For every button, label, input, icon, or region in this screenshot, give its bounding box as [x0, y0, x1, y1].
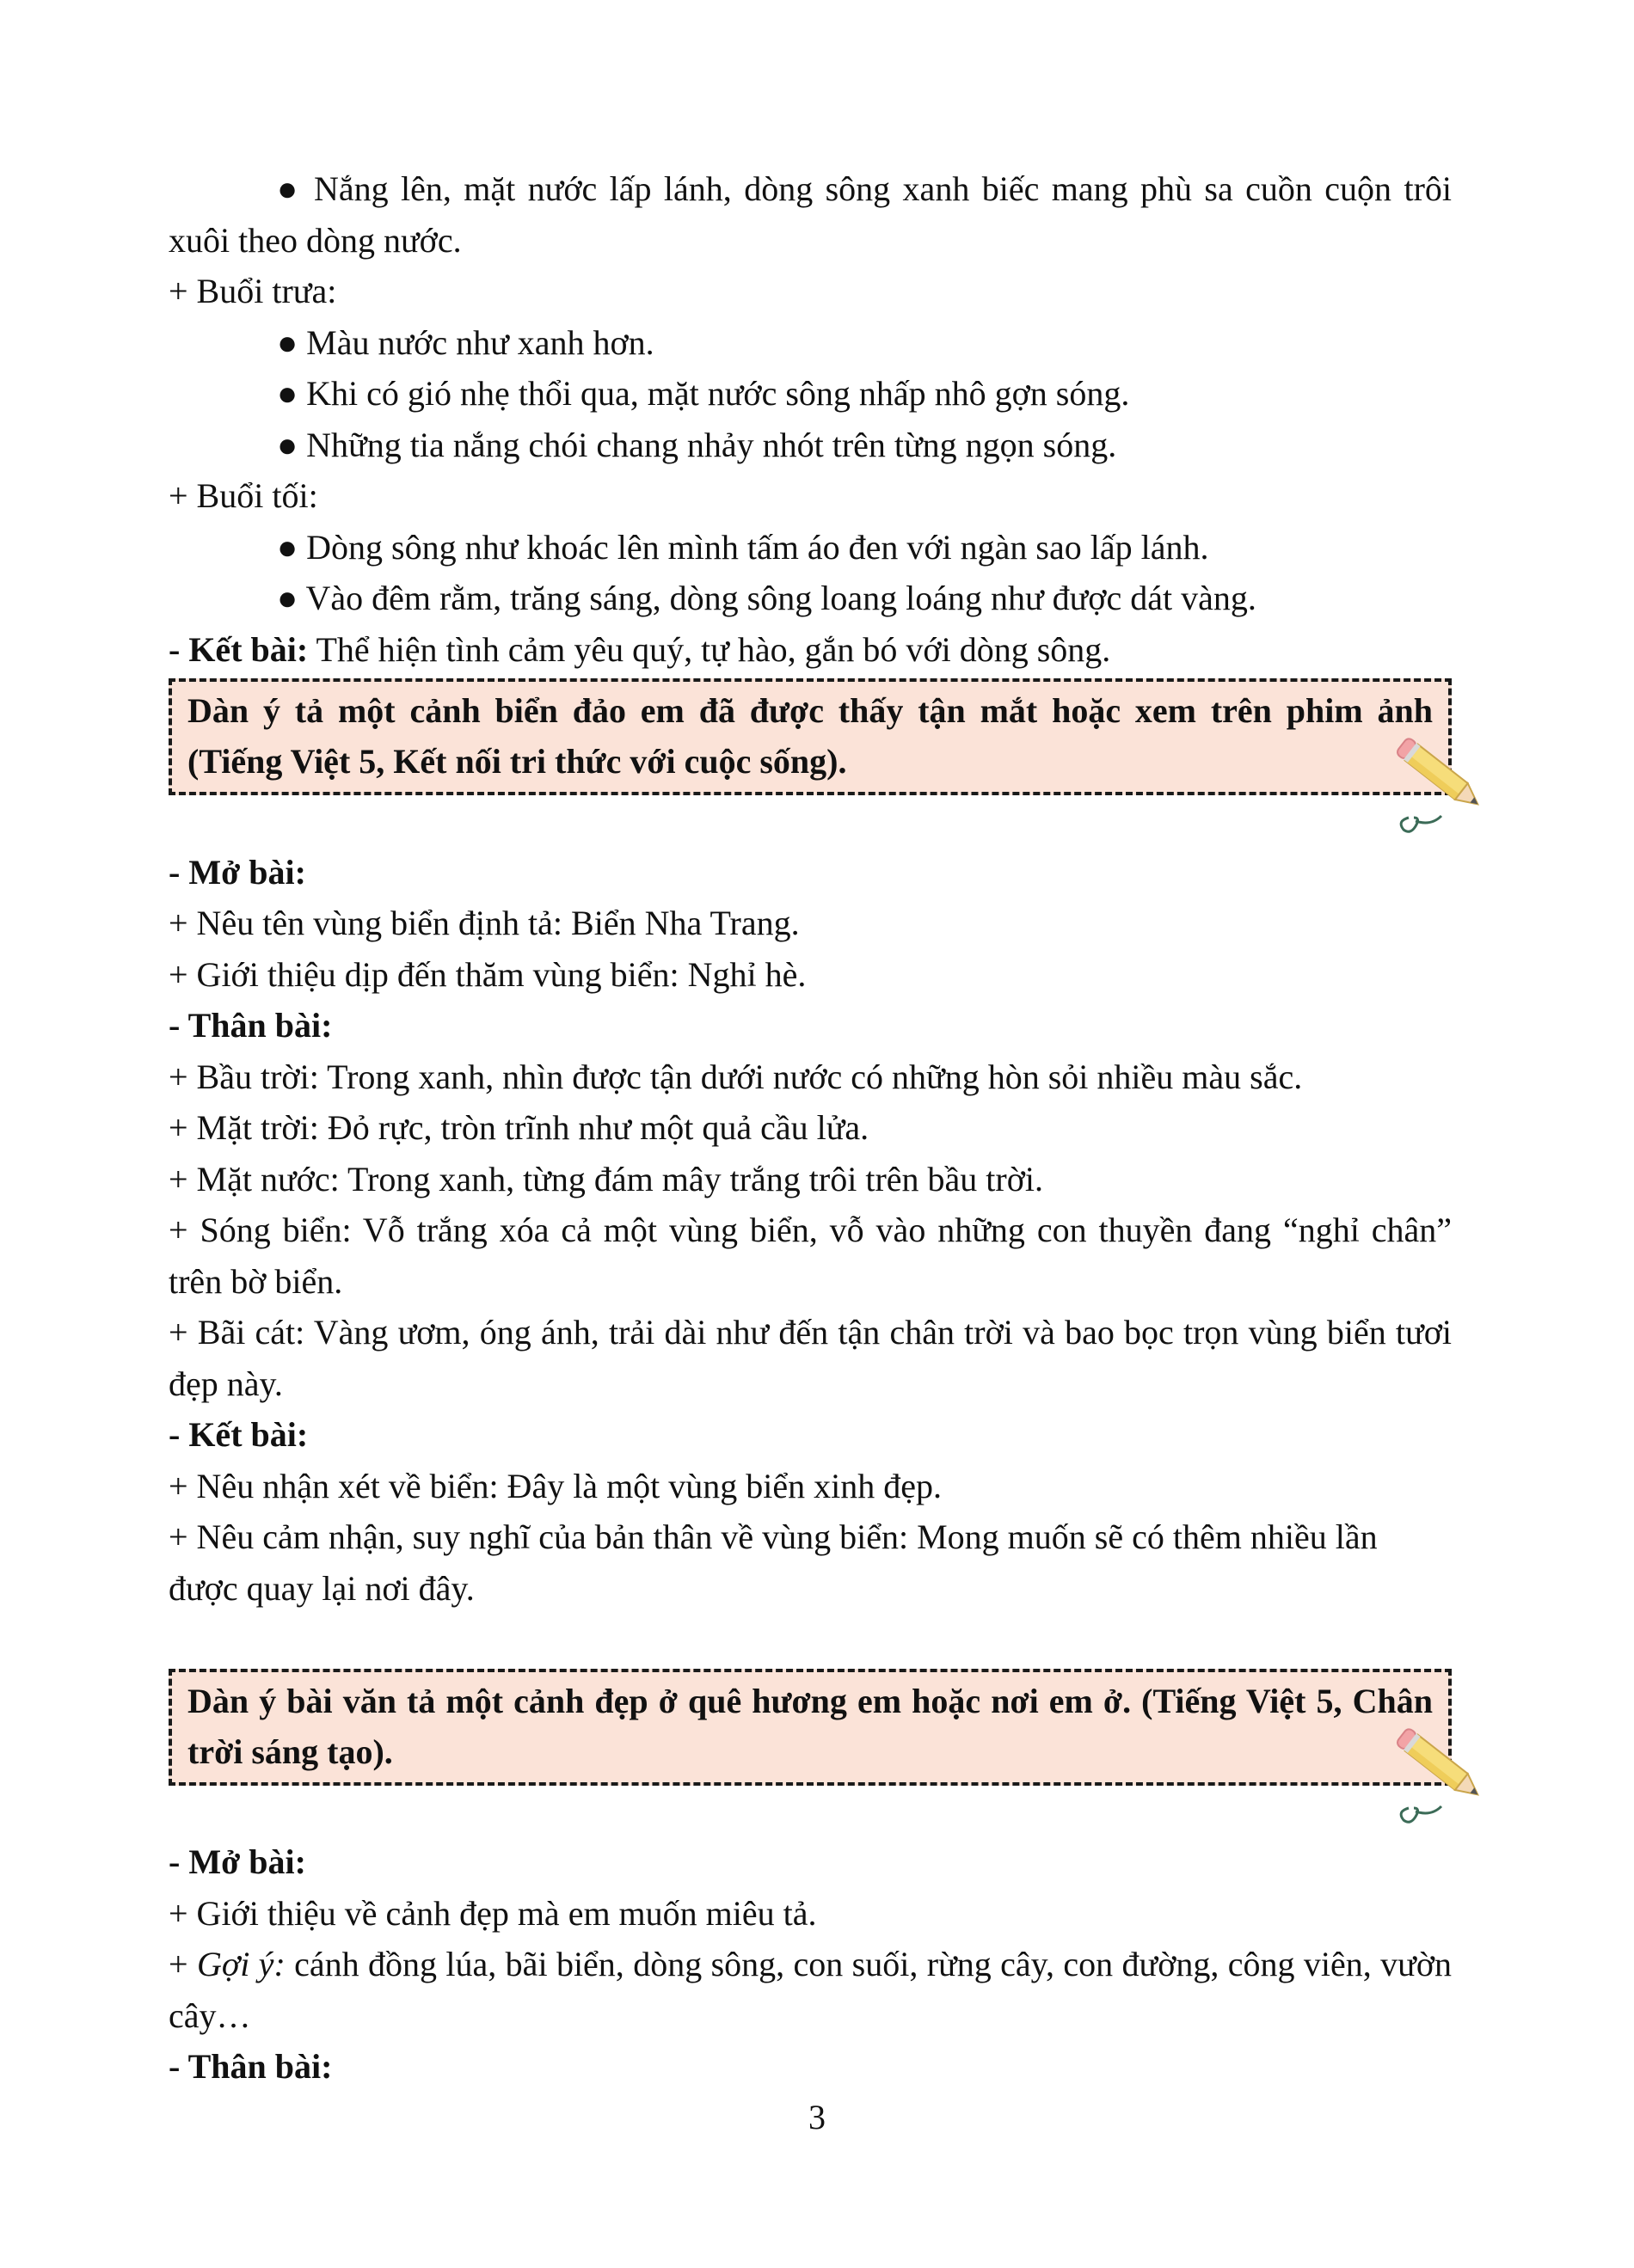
section-heading-home: Dàn ý bài văn tả một cảnh đẹp ở quê hương em hoặc nơi em ở. (Tiếng Việt 5, Chân trời sáng tạo). — [187, 1681, 1433, 1771]
section-heading-sea: Dàn ý tả một cảnh biển đảo em đã được thấy tận mắt hoặc xem trên phim ảnh (Tiếng Việt 5, Kết nối tri thức với cuộc sống). — [187, 691, 1433, 781]
noon-label: + Buổi trưa: — [169, 272, 337, 310]
sea-than-bai-item: + Bãi cát: Vàng ươm, óng ánh, trải dài như đến tận chân trời và bao bọc trọn vùng biển tươi đẹp này. — [169, 1313, 1452, 1403]
sea-mo-bai-item: + Giới thiệu dịp đến thăm vùng biển: Nghỉ hè. — [169, 954, 807, 994]
sea-ket-bai-label: - Kết bài: — [169, 1415, 309, 1454]
sea-ket-bai-item: + Nêu nhận xét về biển: Đây là một vùng biển xinh đẹp. — [169, 1466, 943, 1505]
pencil-icon — [1397, 1715, 1500, 1827]
ket-bai-river — [169, 624, 1452, 676]
spacer — [169, 1614, 1452, 1665]
evening-label: + Buổi tối: — [169, 476, 318, 515]
sea-than-bai-item: + Mặt trời: Đỏ rực, tròn trĩnh như một quả cầu lửa. — [169, 1108, 869, 1147]
sea-than-bai-label: - Thân bài: — [169, 1006, 333, 1045]
page-content — [169, 163, 1452, 2093]
section-heading-box-home — [169, 1669, 1452, 1786]
bullet-evening-moon: ● Vào đêm rằm, trăng sáng, dòng sông loang loáng như được dát vàng. — [277, 579, 1256, 617]
sea-ket-bai-item: + Nêu cảm nhận, suy nghĩ của bản thân về vùng biển: Mong muốn sẽ có thêm nhiều lần được quay lại nơi đây. — [169, 1517, 1378, 1608]
sea-mo-bai-label: - Mở bài: — [169, 852, 306, 892]
bullet-noon-wind: ● Khi có gió nhẹ thổi qua, mặt nước sông nhấp nhô gợn sóng. — [277, 374, 1130, 413]
pencil-icon — [1397, 725, 1500, 837]
suggestion-prefix: + — [169, 1945, 197, 1983]
sea-than-bai-item: + Sóng biển: Vỗ trắng xóa cả một vùng biển, vỗ vào những con thuyền đang “nghỉ chân” trên bờ biển. — [169, 1211, 1452, 1301]
bullet-evening-stars: ● Dòng sông như khoác lên mình tấm áo đen với ngàn sao lấp lánh. — [277, 527, 1209, 567]
sea-than-bai-item: + Bầu trời: Trong xanh, nhìn được tận dưới nước có những hòn sỏi nhiều màu sắc. — [169, 1057, 1303, 1096]
home-mo-bai-suggestion — [169, 1939, 1452, 2041]
page-number: 3 — [808, 2098, 826, 2136]
ket-bai-label: - Kết bài: — [169, 629, 309, 669]
home-mo-bai-item: + Giới thiệu về cảnh đẹp mà em muốn miêu tả. — [169, 1893, 817, 1933]
sea-than-bai-item: + Mặt nước: Trong xanh, từng đám mây trắng trôi trên bầu trời. — [169, 1159, 1043, 1198]
bullet-noon-sunrays: ● Những tia nắng chói chang nhảy nhót trên từng ngọn sóng. — [277, 425, 1117, 464]
section-heading-box-sea — [169, 678, 1452, 795]
ket-bai-text: Thể hiện tình cảm yêu quý, tự hào, gắn bó với dòng sông. — [308, 629, 1111, 669]
sea-mo-bai-item: + Nêu tên vùng biển định tả: Biển Nha Trang. — [169, 904, 800, 942]
home-mo-bai-label: - Mở bài: — [169, 1842, 306, 1881]
bullet-morning-sun: ● Nắng lên, mặt nước lấp lánh, dòng sông xanh biếc mang phù sa cuồn cuộn trôi xuôi theo dòng nước. — [169, 169, 1452, 260]
spacer — [169, 795, 1452, 847]
home-than-bai-label: - Thân bài: — [169, 2047, 333, 2086]
suggestion-label: Gợi ý: — [196, 1945, 286, 1983]
bullet-noon-color: ● Màu nước như xanh hơn. — [277, 322, 654, 362]
suggestion-text: cánh đồng lúa, bãi biển, dòng sông, con suối, rừng cây, con đường, công viên, vườn cây… — [169, 1945, 1453, 2035]
spacer — [169, 1786, 1452, 1837]
